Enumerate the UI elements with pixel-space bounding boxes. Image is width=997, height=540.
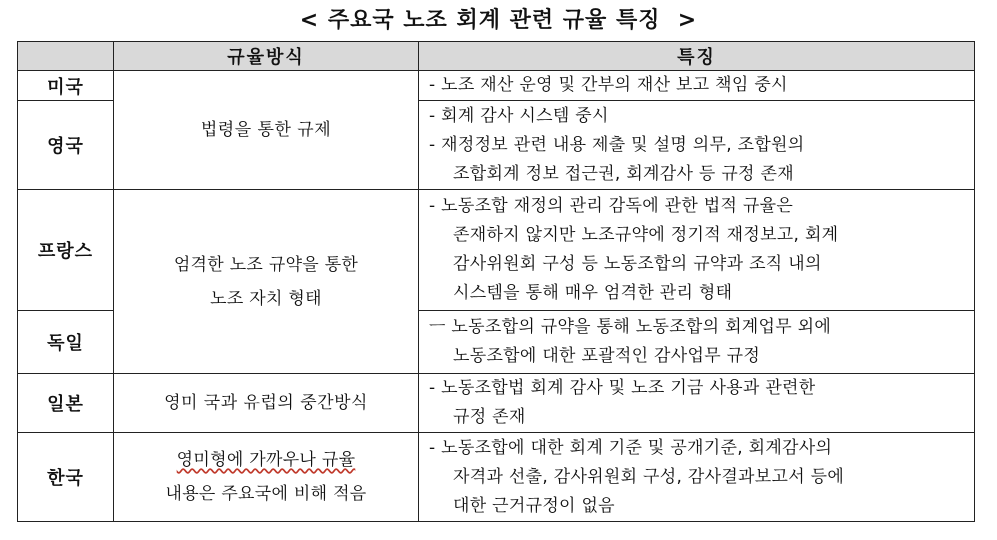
header-features: 특징 (419, 42, 975, 71)
features-cell (419, 374, 975, 433)
feature-line: - 노동조합 재정의 관리 감독에 관한 법적 규율은 (429, 196, 794, 216)
method-line: 엄격한 노조 규약을 통한 (173, 254, 359, 275)
features-cell (419, 71, 975, 101)
page-title: < 주요국 노조 회계 관련 규율 특징 > (299, 8, 698, 33)
feature-line: 자격과 선출, 감사위원회 구성, 감사결과보고서 등에 (453, 466, 845, 487)
method-cell-anglo: 법령을 통한 규제 (114, 71, 419, 190)
country-cell: 프랑스 (18, 190, 114, 311)
feature-line: - 회계 감사 시스템 중시 (429, 105, 609, 126)
feature-line: - 재정정보 관련 내용 제출 및 설명 의무, 조합원의 (429, 134, 805, 155)
method-line: 영미형에 가까우나 규율 (176, 450, 356, 470)
table-row-kr (18, 433, 975, 522)
table-header-row (18, 42, 975, 71)
comparison-table (17, 41, 975, 522)
country-cell: 독일 (18, 311, 114, 374)
feature-line: 감사위원회 구성 등 노동조합의 규약과 조직 내의 (453, 254, 822, 274)
features-cell (419, 311, 975, 374)
features-cell (419, 101, 975, 190)
table-row-fr (18, 190, 975, 311)
feature-line: 규정 존재 (453, 407, 526, 427)
method-cell-europe (114, 190, 419, 374)
feature-line: 조합회계 정보 접근권, 회계감사 등 규정 존재 (453, 163, 794, 184)
feature-line: - 노동조합에 대한 회계 기준 및 공개기준, 회계감사의 (429, 437, 833, 458)
method-cell: 영미 국과 유럽의 중간방식 (114, 374, 419, 433)
feature-line: - 노조 재산 운영 및 간부의 재산 보고 책임 중시 (429, 75, 788, 95)
method-cell (114, 433, 419, 522)
country-cell: 일본 (18, 374, 114, 433)
header-method: 규율방식 (114, 42, 419, 71)
features-cell (419, 433, 975, 522)
feature-line: ㅡ 노동조합의 규약을 통해 노동조합의 회계업무 외에 (429, 317, 832, 337)
table-row-jp (18, 374, 975, 433)
country-cell: 영국 (18, 101, 114, 190)
features-cell (419, 190, 975, 311)
feature-line: 노동조합에 대한 포괄적인 감사업무 규정 (453, 346, 761, 366)
country-cell: 한국 (18, 433, 114, 522)
feature-line: 시스템을 통해 매우 엄격한 관리 형태 (453, 283, 733, 303)
feature-line: - 노동조합법 회계 감사 및 노조 기금 사용과 관련한 (429, 378, 816, 398)
header-country (18, 42, 114, 71)
method-line: 내용은 주요국에 비해 적음 (165, 484, 367, 504)
table-row-us (18, 71, 975, 101)
feature-line: 존재하지 않지만 노조규약에 정기적 재정보고, 회계 (453, 225, 839, 245)
method-line: 노조 자치 형태 (210, 288, 322, 309)
country-cell: 미국 (18, 71, 114, 101)
feature-line: 대한 근거규정이 없음 (453, 495, 615, 516)
